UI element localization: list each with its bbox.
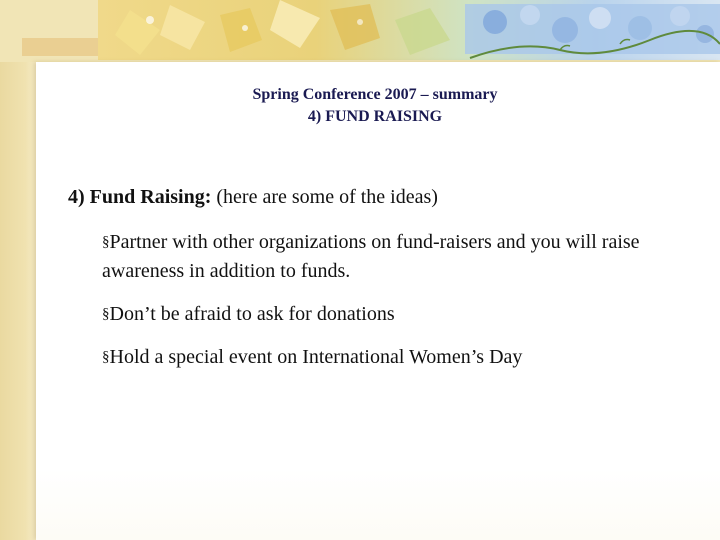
bullet-text: Hold a special event on International Women’s Day [109, 346, 523, 368]
floral-banner-image [0, 0, 720, 62]
section-heading [68, 186, 438, 209]
section-heading-rest: (here are some of the ideas) [211, 186, 438, 208]
bullet-list [102, 228, 682, 386]
bullet-marker-icon: § [102, 306, 110, 322]
floral-banner [0, 0, 720, 62]
section-heading-strong: 4) Fund Raising: [68, 186, 212, 208]
bullet-text: Partner with other organizations on fund-raisers and you will raise awareness in addition to funds. [102, 231, 640, 282]
title-line-2: 4) FUND RAISING [307, 108, 443, 125]
bullet-item [102, 343, 682, 372]
bullet-item [102, 300, 682, 329]
bullet-marker-icon: § [102, 234, 110, 250]
bullet-item [102, 228, 682, 286]
slide-title [0, 84, 720, 128]
left-parchment-strip [0, 0, 36, 540]
title-line-1: Spring Conference 2007 – summary [252, 86, 498, 103]
bullet-marker-icon: § [102, 349, 110, 365]
bullet-text: Don’t be afraid to ask for donations [109, 303, 395, 325]
